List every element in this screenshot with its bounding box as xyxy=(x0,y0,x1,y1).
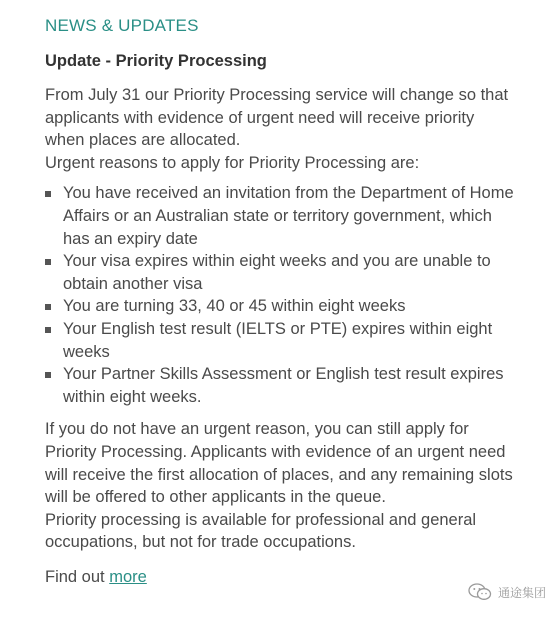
intro-paragraph: From July 31 our Priority Processing service will change so that applicants with evidence of urgent need will receive priority when places are allocated. xyxy=(45,86,509,150)
section-label: NEWS & UPDATES xyxy=(45,16,199,35)
more-link[interactable]: more xyxy=(109,567,147,586)
list-item xyxy=(45,250,515,295)
list-item xyxy=(45,363,515,408)
outro-paragraph: If you do not have an urgent reason, you can still apply for Priority Processing. Applicants with evidence of an urgent need will receive the first allocation of places, and any remaining slots will be offered to other applicants in the queue. xyxy=(45,420,513,507)
bullet-square-icon xyxy=(45,327,51,333)
list-item-text: Your English test result (IELTS or PTE) expires within eight weeks xyxy=(63,319,493,361)
find-out-prefix: Find out xyxy=(45,567,110,586)
list-item-text: Your visa expires within eight weeks and you are unable to obtain another visa xyxy=(63,252,491,293)
list-item-text: You are turning 33, 40 or 45 within eight weeks xyxy=(63,297,406,316)
list-item xyxy=(45,318,515,363)
watermark-text: 通途集团 xyxy=(497,585,546,600)
article-headline: Update - Priority Processing xyxy=(45,52,267,70)
urgent-reasons-lead: Urgent reasons to apply for Priority Processing are: xyxy=(45,153,420,172)
news-article xyxy=(45,14,515,588)
bullet-square-icon xyxy=(45,191,51,197)
bullet-square-icon xyxy=(45,304,51,310)
list-item xyxy=(45,182,515,250)
bullet-square-icon xyxy=(45,372,51,378)
wechat-icon xyxy=(468,583,492,601)
urgent-reasons-list xyxy=(45,182,515,408)
bullet-square-icon xyxy=(45,259,51,265)
watermark xyxy=(468,583,546,601)
list-item-text: Your Partner Skills Assessment or English test result expires within eight weeks. xyxy=(63,365,504,406)
list-item-text: You have received an invitation from the Department of Home Affairs or an Australian state or territory government, which has an expiry date xyxy=(63,184,514,248)
find-out-line xyxy=(45,566,515,589)
list-item xyxy=(45,295,515,318)
occupations-note: Priority processing is available for professional and general occupations, but not for trade occupations. xyxy=(45,510,477,552)
